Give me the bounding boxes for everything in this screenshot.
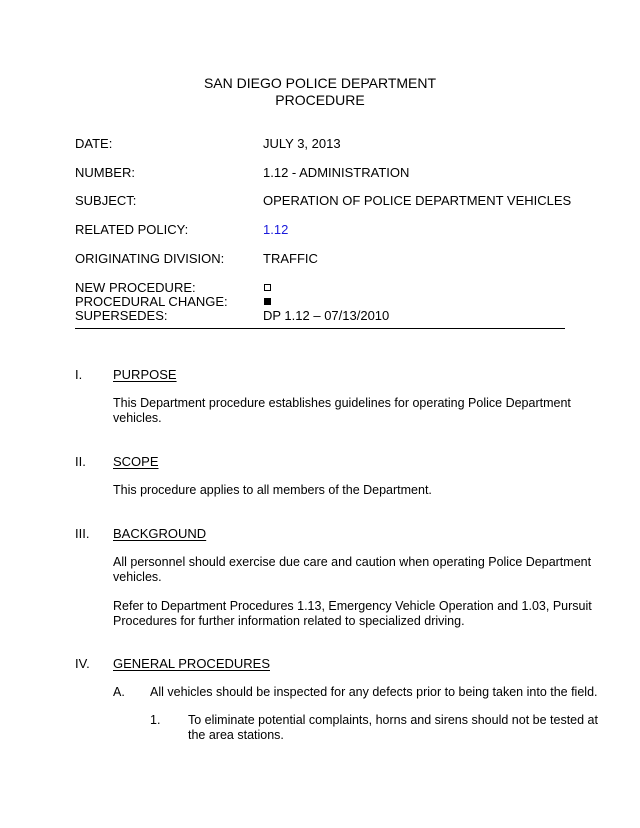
date-value: JULY 3, 2013 [263,136,341,151]
section-2-number: II. [75,454,86,469]
section-4-title: GENERAL PROCEDURES [113,656,270,671]
item-a1-text-line-1: To eliminate potential complaints, horns and sirens should not be tested at [188,713,598,727]
supersedes-label: SUPERSEDES: [75,308,168,323]
date-label: DATE: [75,136,113,151]
related-policy-label: RELATED POLICY: [75,222,189,237]
item-a1-marker: 1. [150,713,161,727]
background-p2-line-1: Refer to Department Procedures 1.13, Emergency Vehicle Operation and 1.03, Pursuit [113,599,592,613]
section-4-number: IV. [75,656,90,671]
new-procedure-checkbox [264,284,271,291]
number-value: 1.12 - ADMINISTRATION [263,165,410,180]
section-1-title: PURPOSE [113,367,177,382]
section-3-number: III. [75,526,90,541]
item-a1-text-line-2: the area stations. [188,728,284,742]
item-a-text: All vehicles should be inspected for any defects prior to being taken into the field. [150,685,598,699]
subject-value: OPERATION OF POLICE DEPARTMENT VEHICLES [263,193,572,208]
purpose-text-line-1: This Department procedure establishes guidelines for operating Police Department [113,396,571,410]
new-procedure-label: NEW PROCEDURE: [75,280,196,295]
supersedes-value: DP 1.12 – 07/13/2010 [263,308,390,323]
procedural-change-checkbox [264,298,271,305]
background-p2-line-2: Procedures for further information related to specialized driving. [113,614,465,628]
section-1-number: I. [75,367,83,382]
procedural-change-label: PROCEDURAL CHANGE: [75,294,228,309]
item-a-marker: A. [113,685,125,699]
purpose-text-line-2: vehicles. [113,411,162,425]
originating-division-label: ORIGINATING DIVISION: [75,251,225,266]
scope-text-line-1: This procedure applies to all members of the Department. [113,483,432,497]
related-policy-link[interactable]: 1.12 [263,222,289,237]
section-3-title: BACKGROUND [113,526,207,541]
background-p1-line-1: All personnel should exercise due care and caution when operating Police Department [113,555,592,569]
number-label: NUMBER: [75,165,135,180]
background-p1-line-2: vehicles. [113,570,162,584]
originating-division-value: TRAFFIC [263,251,318,266]
subject-label: SUBJECT: [75,193,137,208]
header-divider [75,328,565,329]
section-2-title: SCOPE [113,454,159,469]
document-title: SAN DIEGO POLICE DEPARTMENT [203,75,437,91]
document-subtitle: PROCEDURE [275,92,365,108]
